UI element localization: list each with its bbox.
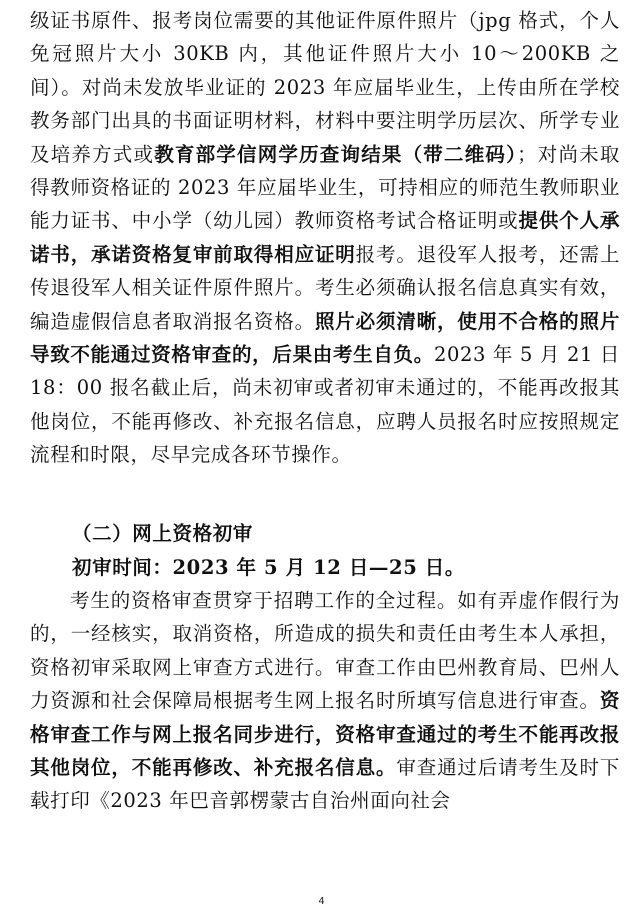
review-time: 初审时间：2023 年 5 月 12 日—25 日。 bbox=[72, 556, 465, 579]
text-segment: 报考。退役军人报考，还需上传退役军人相关证件原件照片。考生必须确认报名信息真实有效，编造虚假信息者取消报名资格。 bbox=[30, 242, 620, 333]
bold-segment: 资格审查工作与网上报名同步进行，资格审查通过的考生不能再改报其他岗位，不能再修改、补充报名信息。 bbox=[30, 689, 620, 780]
paragraph-qualification-review bbox=[30, 584, 620, 818]
text-segment: ；对尚未取得教师资格证的 2023 年应届毕业生，可持相应的师范生教师职业能力证书、中小学（幼儿园）教师资格考试合格证明或 bbox=[30, 142, 620, 233]
text-segment: 级证书原件、报考岗位需要的其他证件原件照片（jpg 格式，个人免冠照片大小 30KB 内，其他证件照片大小 10～200KB 之间）。对尚未发放毕业证的 2023 年应届毕业生，上传由所在学校教务部门出具的书面证明材料，材料中要注明学历层次、所学专业及培养方式或 bbox=[30, 9, 620, 166]
section-heading: （二）网上资格初审 bbox=[72, 522, 253, 545]
text-segment: 审查通过后请考生及时下载打印《2023 年巴音郭楞蒙古自治州面向社会 bbox=[30, 756, 620, 813]
bold-segment: 教育部学信网学历查询结果（带二维码） bbox=[154, 142, 518, 166]
text-segment: 考生的资格审查贯穿于招聘工作的全过程。如有弄虚作假行为的，一经核实，取消资格，所造成的损失和责任由考生本人承担，资格初审采取网上审查方式进行。审查工作由巴州教育局、巴州人力资源和社会保障局根据考生网上报名时所填写信息进行审查。 bbox=[30, 589, 620, 713]
bold-segment: 提供个人承诺书，承诺资格复审前取得相应证明 bbox=[30, 209, 620, 266]
paragraph-upload-requirements bbox=[30, 4, 620, 472]
page-number: 4 bbox=[318, 896, 325, 907]
text-segment: 2023 年 5 月 21 日 18：00 报名截止后，尚未初审或者初审未通过的，不能再改报其他岗位，不能再修改、补充报名信息，应聘人员报名时应按照规定流程和时限，尽早完成各环节操作。 bbox=[30, 343, 620, 467]
bold-segment: 照片必须清晰，使用不合格的照片导致不能通过资格审查的，后果由考生自负。 bbox=[30, 309, 620, 367]
